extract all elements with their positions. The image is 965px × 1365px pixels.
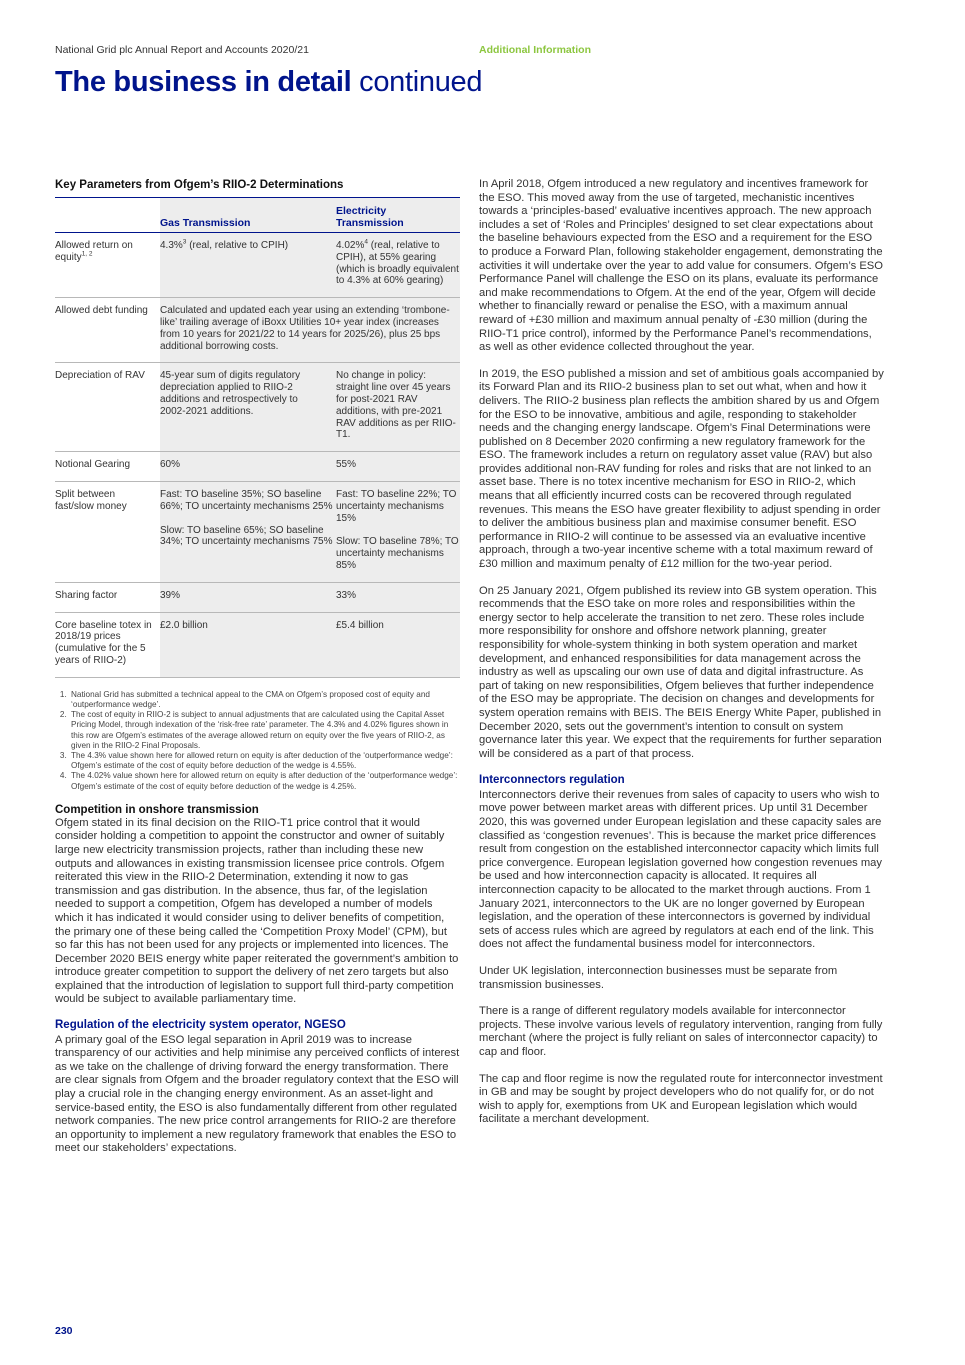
row-label: Notional Gearing (55, 459, 131, 471)
gas-value: £2.0 billion (160, 612, 336, 677)
gas-value-rest: (real, relative to CPIH) (186, 240, 289, 251)
electricity-value-rest: (real, relative to CPIH), at 55% gearing (which is broadly equivalent to 4.3% at 60% gearing) (336, 240, 459, 287)
gas-value: 60% (160, 452, 336, 482)
table-row (55, 452, 460, 482)
uk-legislation-paragraph: Under UK legislation, interconnection businesses must be separate from transmission businesses. (479, 964, 838, 991)
footnotes (55, 690, 460, 792)
gas-value (160, 481, 336, 582)
gb-system-review-paragraph: On 25 January 2021, Ofgem published its review into GB system operation. This recommends that the ESO take on more roles and responsibilities within the energy sector to help accelerate the transition to net zero. These roles include more responsibility for onshore and offshore network planning, greater responsibility for whole-system thinking in both system operation and market development, and enhanced responsibilities for data management across the industry as well as upscaling our own use of data and digital infrastructure. As part of taking on new responsibilities, Ofgem believes that further independence of the ESO may be appropriate. The decision on changes and developments for system operation remains with BEIS. The BEIS Energy White Paper, published in December 2020, sets out the government’s intention to consult on system governance later this year. We expect that the requirements for further separation will be considered as a part of that process. (479, 584, 882, 760)
table-header-electricity (336, 198, 460, 233)
row-label: Allowed debt funding (55, 305, 148, 317)
row-label (55, 233, 160, 298)
page-title (55, 66, 482, 99)
footnote: 4. The 4.02% value shown here for allowed return on equity is after deduction of the ‘outperformance wedge’: Ofgem’s estimate of the cost of equity before deduction of the wedge is 4.25%. (69, 771, 460, 791)
gas-value: 39% (160, 582, 336, 612)
interconnectors-paragraph: Interconnectors derive their revenues from sales of capacity to users who wish to move power between market areas with different prices. Up until 31 December 2020, this was governed under European legislation and these capacity sales are classified as ‘congestion revenues’. This is because the market price differences result from congestion on the established interconnector capacity which limits full price convergence. European legislation governed how congestion revenues may be used and how interconnection capacity is allocated. It requires all interconnection capacity to be allocated to the market through auctions. From 1 January 2021, interconnectors to the UK are no longer governed by European legislation, and the operation of these interconnectors is governed by individual sets of access rules which are agreed by regulators at each end of the link. This does not affect the fundamental business model for interconnectors. (479, 788, 883, 951)
competition-heading: Competition in onshore transmission (55, 803, 259, 816)
interconnectors-heading: Interconnectors regulation (479, 774, 625, 787)
table-row (55, 582, 460, 612)
electricity-value: 33% (336, 582, 460, 612)
regulatory-models-paragraph: There is a range of different regulatory models available for interconnector projects. These involve various levels of regulatory intervention, ranging from fully merchant (where the project is fully reliant on sales of interconnector capacity) to cap and floor. (479, 1005, 883, 1058)
footnote-ref: 4 (364, 238, 368, 246)
electricity-value: No change in policy: straight line over 45 years for post-2021 RAV additions, with pre-2021 RAV additions as per RIIO-T1. (336, 363, 460, 452)
cap-floor-paragraph: The cap and floor regime is now the regulated route for interconnector investment in GB and may be sought by project developers who do not qualify for, or do not wish to apply for, exemptions from UK and European legislation which would facilitate a merchant development. (479, 1072, 883, 1126)
electricity-value (336, 481, 460, 582)
gas-value (160, 233, 336, 298)
page-title-main: The business in detail (55, 66, 352, 98)
gas-value-text: 4.3% (160, 240, 183, 251)
page-number: 230 (55, 1325, 73, 1337)
row-label: Split between fast/slow money (55, 488, 127, 512)
ngeso-text: A primary goal of the ESO legal separation in April 2019 was to increase transparency of our activities and help minimise any perceived conflicts of interest as we take on the challenge of driving forward the energy transformation. There are clear signals from Ofgem and the broader regulatory context that the ESO will play a crucial role in the changing energy environment. As an asset-light and service-based entity, the ESO is also fundamentally different from other regulated network companies. The new price control arrangements for RIIO-2 are therefore an opportunity to implement a new regulatory framework that enables the ESO to meet our stakeholders’ expectations. (55, 1033, 460, 1155)
ngeso-heading: Regulation of the electricity system operator, NGESO (55, 1019, 346, 1032)
row-label: Depreciation of RAV (55, 370, 145, 382)
electricity-value (336, 233, 460, 298)
report-title: National Grid plc Annual Report and Accounts 2020/21 (55, 44, 309, 56)
table-row (55, 612, 460, 677)
key-parameters-table (55, 197, 460, 678)
section-label: Additional Information (479, 44, 591, 56)
shared-value: Calculated and updated each year using an extending ‘trombone-like’ trailing average of iBoxx Utilities 10+ year index (increases from 10 years for 2021/22 to 14 years for 2025/26), plus 25 bps additional borrowing costs. (160, 298, 460, 363)
electricity-value: £5.4 billion (336, 612, 460, 677)
footnote-ref: 1, 2 (81, 250, 93, 258)
table-row (55, 363, 460, 452)
table-header-row (55, 198, 460, 233)
electricity-value: 55% (336, 452, 460, 482)
table-header-empty (55, 198, 160, 233)
row-label-text: Allowed return on equity (55, 240, 133, 263)
table-row (55, 481, 460, 582)
row-label: Core baseline totex in 2018/19 prices (cumulative for the 5 years of RIIO-2) (55, 619, 152, 666)
footnote-ref: 3 (182, 238, 187, 246)
footnote: 2. The cost of equity in RIIO-2 is subject to annual adjustments that are calculated using the Capital Asset Pricing Model, through indexation of the ‘risk-free rate’ parameter. The 4.3% and 4.02% figures shown in this row are Ofgem’s estimates of the average allowed return on equity over the five years of RIIO-2, as given in the RIIO-2 Final Proposals. (69, 710, 460, 751)
eso-mission-paragraph: In 2019, the ESO published a mission and set of ambitious goals accompanied by its Forward Plan and its RIIO-2 business plan to set out what, when and how it delivers. The RIIO-2 business plan reflects the ambition shared by us and Ofgem for the ESO to be innovative, ambitious and agile, responding to stakeholder needs and the changing energy landscape. Ofgem’s Final Determinations were published on 8 December 2020 confirming a new regulatory framework for the ESO. The framework includes a return on regulatory asset value (RAV) but also provides additional non-RAV funding for roles and risks that are not linked to an asset base. There is no totex incentive mechanism for ESO in RIIO-2, which means that all efficiently incurred costs can be recovered through regulated revenues. This means the ESO have greater flexibility to adjust spending in order to deliver the ambitious business plan and maximise consumer benefit. ESO performance in RIIO-2 will continue to be assessed via an evaluative incentive approach, through a two-year incentive scheme with a total maximum reward of £30 million and maximum penalty of £12 million for the two-year period. (479, 367, 884, 571)
footnote: 1. National Grid has submitted a technical appeal to the CMA on Ofgem’s proposed cost of equity and ‘outperformance wedge’. (69, 690, 460, 710)
page-title-suffix: continued (351, 66, 483, 98)
eso-incentives-paragraph: In April 2018, Ofgem introduced a new regulatory and incentives framework for the ESO. This moved away from the use of targeted, mechanistic incentives towards a ‘principles-based’ evaluative incentives approach. The new approach includes a set of ‘Roles and Principles’ designed to set clear expectations about the baseline behaviours expected from the ESO and a requirement for the ESO to produce a Forward Plan, following stakeholder engagement, demonstrating the activities it will undertake over the year to add value for consumers. Ofgem’s ESO Performance Panel will challenge the ESO on its plans, evaluate its performance and make recommendations to Ofgem. At the end of the year, Ofgem will decide whether to financially reward or penalise the ESO, with a maximum annual reward of +£30 million and maximum annual penalty of -£30 million (during the RIIO-T1 price control), informed by the Performance Panel’s recommendations, as well as other evidence collected throughout the year. (479, 178, 883, 354)
table-row (55, 298, 460, 363)
competition-text: Ofgem stated in its final decision on the RIIO-T1 price control that it would consider holding a competition to appoint the constructor and owner of suitably large new electricity transmission projects, rather than including these new outputs and allowances in existing transmission licensee price controls. Ofgem reiterated this view in the RIIO-2 Determination, extending it now to gas transmission and gas distribution. In the absence, thus far, of the legislation needed to support a competition, Ofgem has developed a number of models which it has indicated it would consider using to deliver benefits of competition, the primary one of these being called the ‘Competition Proxy Model’ (CPM), but so far this has not been used for any projects or implemented into licences. The December 2020 BEIS energy white paper reiterated the government’s ambition to introduce greater competition to support the delivery of net zero targets but also explained that the introduction of legislation to support full third-party competition would be subject to available parliamentary time. (55, 816, 459, 1006)
electricity-fast: Fast: TO baseline 22%; TO uncertainty mechanisms 15% (336, 488, 457, 524)
gas-slow: Slow: TO baseline 65%; SO baseline 34%; TO uncertainty mechanisms 75% (160, 524, 333, 548)
right-column (479, 178, 884, 1127)
footnote: 3. The 4.3% value shown here for allowed return on equity is after deduction of the ‘outperformance wedge’: Ofgem’s estimate of the cost of equity before deduction of the wedge is 4.55%. (69, 751, 460, 771)
table-row (55, 233, 460, 298)
table-header-electricity-text: Electricity Transmission (336, 205, 404, 229)
electricity-value-text: 4.02% (336, 240, 365, 251)
row-label: Sharing factor (55, 589, 118, 601)
gas-value: 45-year sum of digits regulatory depreciation applied to RIIO-2 additions and retrospectively to 2002-2021 additions. (160, 363, 336, 452)
left-column (55, 178, 460, 1156)
table-title: Key Parameters from Ofgem’s RIIO-2 Determinations (55, 179, 344, 191)
gas-fast: Fast: TO baseline 35%; SO baseline 66%; TO uncertainty mechanisms 25% (160, 488, 333, 512)
electricity-slow: Slow: TO baseline 78%; TO uncertainty mechanisms 85% (336, 536, 459, 571)
table-header-gas: Gas Transmission (160, 198, 336, 233)
